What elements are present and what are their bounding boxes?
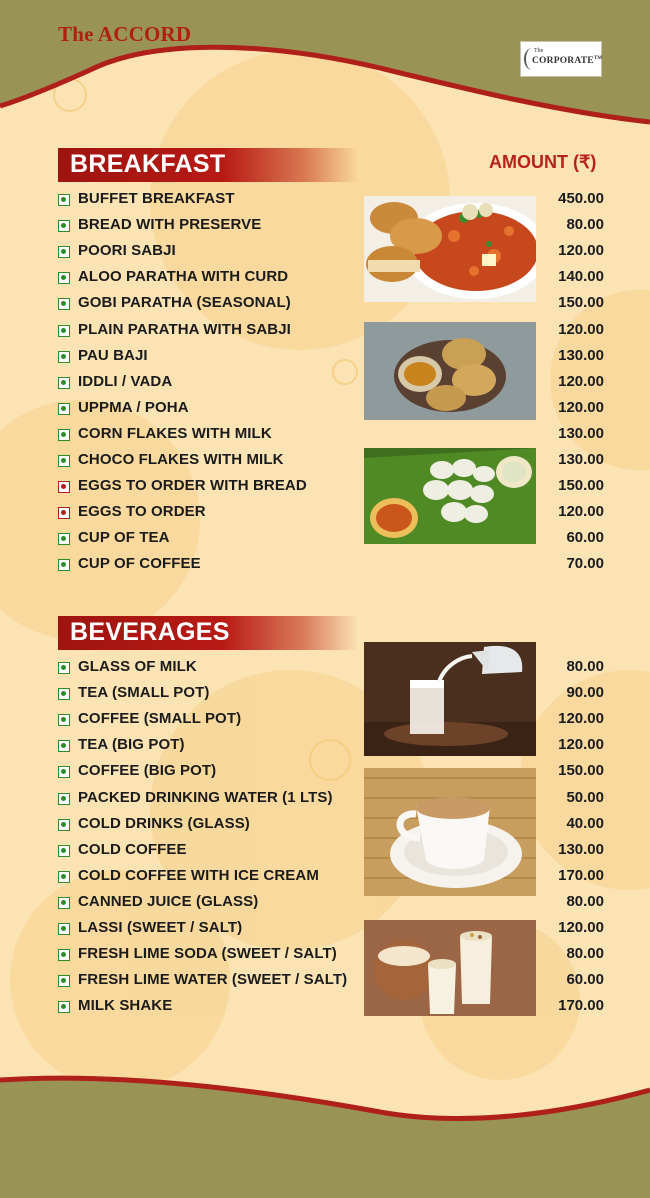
menu-item-name: COLD DRINKS (GLASS) — [78, 814, 250, 832]
veg-mark-icon — [58, 662, 70, 674]
menu-item-name: FRESH LIME WATER (SWEET / SALT) — [78, 971, 348, 989]
pav-bhaji-photo — [364, 196, 536, 302]
veg-mark-icon — [58, 194, 70, 206]
menu-item-name: CANNED JUICE (GLASS) — [78, 892, 259, 910]
veg-mark-icon — [58, 949, 70, 961]
veg-mark-icon — [58, 533, 70, 545]
menu-item-price: 120.00 — [558, 398, 604, 416]
menu-item-name: COFFEE (SMALL POT) — [78, 710, 242, 728]
menu-item-price: 70.00 — [566, 555, 604, 573]
veg-mark-icon — [58, 298, 70, 310]
menu-item-name: MILK SHAKE — [78, 997, 173, 1015]
non-veg-mark-icon — [58, 481, 70, 493]
glass-of-milk-photo — [364, 642, 536, 756]
veg-mark-icon — [58, 714, 70, 726]
veg-mark-icon — [58, 351, 70, 363]
menu-item-name: TEA (BIG POT) — [78, 736, 185, 754]
veg-mark-icon — [58, 220, 70, 232]
menu-item-row — [58, 554, 606, 580]
menu-item-name: FRESH LIME SODA (SWEET / SALT) — [78, 945, 337, 963]
menu-item-name: UPPMA / POHA — [78, 398, 189, 416]
veg-mark-icon — [58, 740, 70, 752]
menu-item-price: 90.00 — [566, 684, 604, 702]
menu-item-name: BREAD WITH PRESERVE — [78, 216, 262, 234]
menu-item-name: CHOCO FLAKES WITH MILK — [78, 451, 284, 468]
beverages-section-title: BEVERAGES — [58, 616, 358, 650]
menu-item-name: IDDLI / VADA — [78, 372, 173, 390]
veg-mark-icon — [58, 246, 70, 258]
menu-item-price: 170.00 — [558, 866, 604, 884]
menu-item-price: 120.00 — [558, 710, 604, 728]
menu-item-name: COLD COFFEE — [78, 840, 187, 858]
menu-item-name: GLASS OF MILK — [78, 658, 197, 675]
menu-item-price: 120.00 — [558, 919, 604, 936]
menu-item-price: 120.00 — [558, 242, 604, 260]
menu-item-name: COLD COFFEE WITH ICE CREAM — [78, 866, 319, 884]
breakfast-section-title: BREAKFAST — [58, 148, 358, 182]
menu-item-price: 120.00 — [558, 372, 604, 390]
menu-item-name: POORI SABJI — [78, 242, 176, 260]
veg-mark-icon — [58, 819, 70, 831]
menu-item-price: 120.00 — [558, 503, 604, 521]
menu-item-name: EGGS TO ORDER — [78, 503, 206, 521]
menu-item-price: 150.00 — [558, 477, 604, 495]
menu-item-price: 140.00 — [558, 268, 604, 286]
menu-item-price: 80.00 — [566, 216, 604, 234]
menu-item-name: GOBI PARATHA (SEASONAL) — [78, 294, 291, 312]
menu-item-price: 130.00 — [558, 424, 604, 442]
menu-item-price: 130.00 — [558, 840, 604, 858]
menu-item-price: 60.00 — [566, 529, 604, 547]
veg-mark-icon — [58, 688, 70, 700]
veg-mark-icon — [58, 766, 70, 778]
menu-item-price: 120.00 — [558, 736, 604, 754]
menu-item-price: 80.00 — [566, 658, 604, 675]
menu-item-price: 40.00 — [566, 814, 604, 832]
cup-of-tea-photo — [364, 768, 536, 896]
lassi-photo — [364, 920, 536, 1016]
menu-item-price: 150.00 — [558, 294, 604, 312]
menu-item-name: EGGS TO ORDER WITH BREAD — [78, 477, 307, 495]
non-veg-mark-icon — [58, 507, 70, 519]
menu-item-name: BUFFET BREAKFAST — [78, 190, 235, 207]
menu-item-name: CUP OF COFFEE — [78, 555, 201, 573]
restaurant-name: The ACCORD — [58, 22, 192, 46]
menu-item-name: COFFEE (BIG POT) — [78, 762, 217, 780]
menu-item-price: 170.00 — [558, 997, 604, 1015]
menu-item-price: 80.00 — [566, 892, 604, 910]
menu-item-name: CORN FLAKES WITH MILK — [78, 424, 272, 442]
veg-mark-icon — [58, 559, 70, 571]
veg-mark-icon — [58, 845, 70, 857]
menu-item-name: CUP OF TEA — [78, 529, 170, 547]
menu-item-price: 150.00 — [558, 762, 604, 780]
menu-item-price: 130.00 — [558, 451, 604, 468]
veg-mark-icon — [58, 429, 70, 441]
veg-mark-icon — [58, 975, 70, 987]
menu-item-price: 60.00 — [566, 971, 604, 989]
idli-sambar-photo — [364, 448, 536, 544]
menu-item-name: ALOO PARATHA WITH CURD — [78, 268, 289, 286]
menu-item-name: LASSI (SWEET / SALT) — [78, 919, 243, 936]
veg-mark-icon — [58, 377, 70, 389]
menu-item-price: 50.00 — [566, 788, 604, 806]
veg-mark-icon — [58, 1001, 70, 1013]
menu-item-name: PACKED DRINKING WATER (1 LTS) — [78, 788, 333, 806]
veg-mark-icon — [58, 455, 70, 467]
menu-item-name: PLAIN PARATHA WITH SABJI — [78, 320, 291, 338]
menu-item-price: 120.00 — [558, 320, 604, 338]
veg-mark-icon — [58, 871, 70, 883]
veg-mark-icon — [58, 325, 70, 337]
partner-logo: The CORPORATE™ — [520, 41, 602, 77]
veg-mark-icon — [58, 403, 70, 415]
menu-item-price: 130.00 — [558, 346, 604, 364]
menu-item-name: TEA (SMALL POT) — [78, 684, 210, 702]
amount-column-heading: AMOUNT (₹) — [489, 152, 597, 172]
veg-mark-icon — [58, 272, 70, 284]
menu-item-name: PAU BAJI — [78, 346, 148, 364]
poori-sabji-photo — [364, 322, 536, 420]
menu-item-price: 450.00 — [558, 190, 604, 207]
menu-item-row — [58, 424, 606, 450]
veg-mark-icon — [58, 923, 70, 935]
veg-mark-icon — [58, 897, 70, 909]
veg-mark-icon — [58, 793, 70, 805]
menu-item-price: 80.00 — [566, 945, 604, 963]
